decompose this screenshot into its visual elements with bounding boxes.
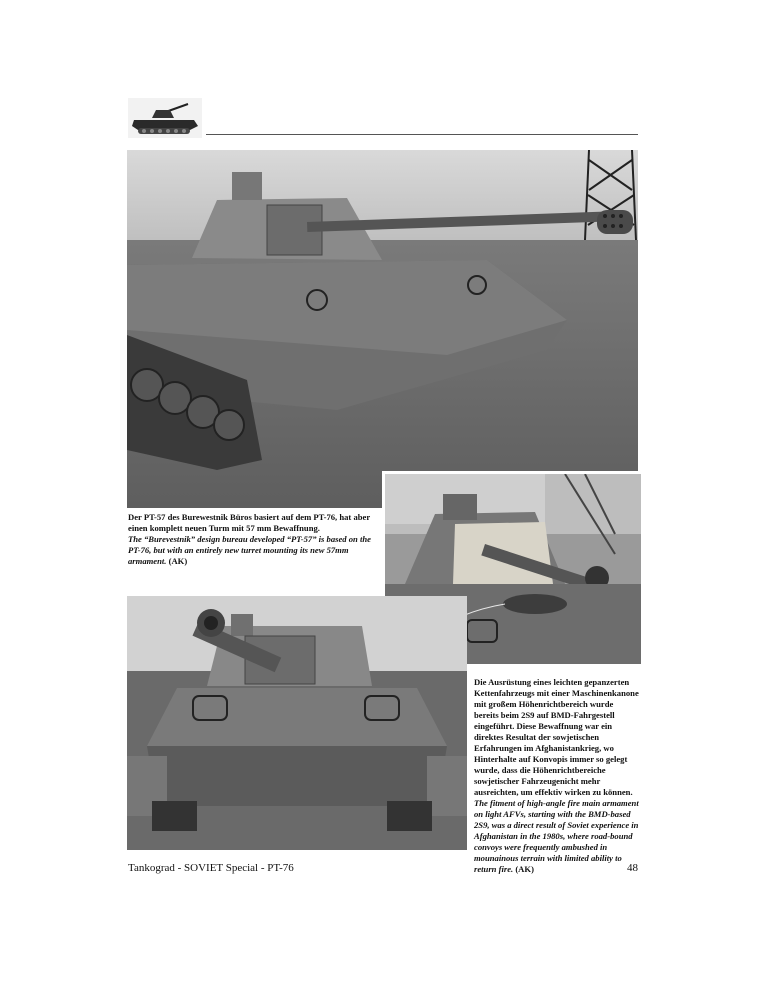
caption-english-text: The fitment of high-angle fire main armament on light AFVs, starting with the BMD-based 2S9, was a direct result of Soviet experience in Afghanistan in the 1980s, where road-bound convoys were frequently ambushed in mounainous terrain with limited ability to return fire. — [474, 798, 639, 874]
header-rule — [206, 134, 638, 135]
caption-german-text: Die Ausrüstung eines leichten gepanzerten Kettenfahrzeugs mit einer Maschinenkanone mit großem Höhenrichtbereich wurde bereits beim 2S9 auf BMD-Fahrgestell eingeführt. Diese Bewaffnung war ein direktes Resultat der sowjetischen Erfahrungen im Afghanistankrieg, wo Hinterhalte auf Konvopis immer so gelegt wurde, dass die Höhenrichtbereiche sowjetischer Fahrzeugenicht mehr ausreichten, um effektiv wirken zu können. — [474, 677, 639, 797]
caption-high-angle-armament — [474, 677, 639, 875]
photo-pt57-side-view — [127, 150, 638, 508]
tank-emblem-icon — [128, 98, 202, 138]
photo-credit: (AK) — [168, 556, 188, 566]
photo-credit: (AK) — [515, 864, 534, 874]
page-number: 48 — [627, 862, 638, 874]
photo-pt57-front-view — [127, 596, 467, 850]
caption-pt57-intro — [128, 512, 378, 567]
footer-publication-title: Tankograd - SOVIET Special - PT-76 — [128, 862, 294, 874]
caption-german-text: Der PT-57 des Burewestnik Büros basiert auf dem PT-76, hat aber einen komplett neuen Turm mit 57 mm Bewaffnung. — [128, 512, 370, 533]
caption-english-text: The “Burevestnik” design bureau developed “PT-57” is based on the PT-76, but with an entirely new turret mounting its new 57mm armament. — [128, 534, 371, 566]
